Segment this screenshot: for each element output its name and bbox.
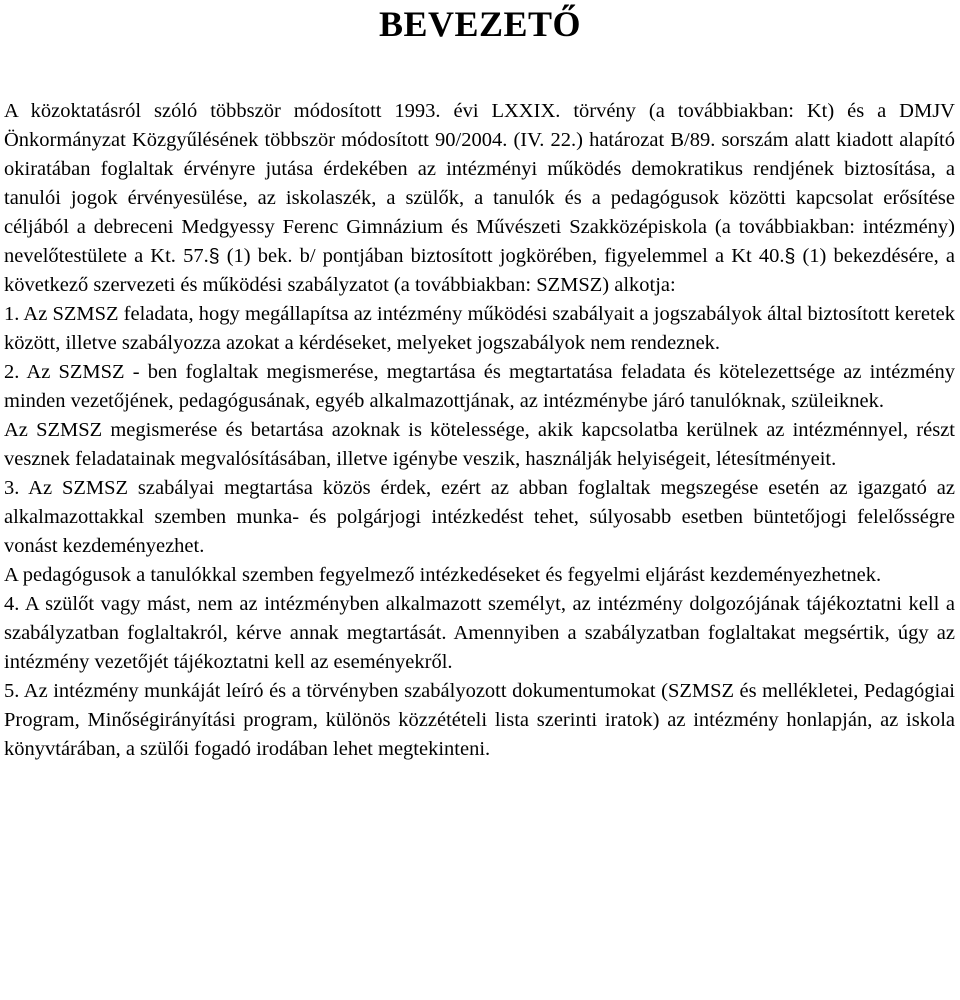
paragraph-2-continued: Az SZMSZ megismerése és betartása azoknak is kötelessége, akik kapcsolatba kerülnek az intézménnyel, részt vesznek feladatainak megvalósításában, illetve igénybe veszik, használják helyiségeit, létesítményeit.	[4, 419, 955, 470]
page-title: BEVEZETŐ	[378, 4, 582, 44]
paragraph-4: 4. A szülőt vagy mást, nem az intézményben alkalmazott személyt, az intézmény dolgozójának tájékoztatni kell a szabályzatban foglaltakról, kérve annak megtartását. Amennyiben a szabályzatban foglaltakat megsértik, úgy az intézmény vezetőjét tájékoztatni kell az eseményekről.	[4, 593, 955, 673]
intro-text-part-2: (1) bek. b/ pontjában biztosított jogkörében, figyelemmel a Kt 40.	[219, 245, 785, 267]
document-body	[4, 97, 955, 764]
paragraph-3: 3. Az SZMSZ szabályai megtartása közös érdek, ezért az abban foglaltak megszegése esetén az igazgató az alkalmazottakkal szemben munka- és polgárjogi intézkedést tehet, súlyosabb esetben büntetőjogi felelősségre vonást kezdeményezhet.	[4, 477, 955, 557]
paragraph-3-continued: A pedagógusok a tanulókkal szemben fegyelmező intézkedéseket és fegyelmi eljárást kezdeményezhetnek.	[4, 564, 882, 586]
section-sign: §	[208, 245, 220, 267]
intro-text-part-1: A közoktatásról szóló többször módosított 1993. évi LXXIX. törvény (a továbbiakban: Kt) és a DMJV Önkormányzat Közgyűlésének többször módosított 90/2004. (IV. 22.) határozat B/89. sorszám alatt kiadott alapító okiratában foglaltak érvényre jutása érdekében az intézményi működés demokratikus rendjének biztosítása, a tanulói jogok érvényesülése, az iskolaszék, a szülők, a tanulók és a pedagógusok közötti kapcsolat erősítése céljából a debreceni Medgyessy Ferenc Gimnázium és Művészeti Szakközépiskola (a továbbiakban: intézmény) nevelőtestülete a Kt. 57.	[4, 100, 955, 267]
paragraph-1: 1. Az SZMSZ feladata, hogy megállapítsa az intézmény működési szabályait a jogszabályok által biztosított keretek között, illetve szabályozza azokat a kérdéseket, melyeket jogszabályok nem rendeznek.	[4, 303, 955, 354]
section-sign: §	[784, 245, 796, 267]
paragraph-2: 2. Az SZMSZ - ben foglaltak megismerése, megtartása és megtartatása feladata és kötelezettsége az intézmény minden vezetőjének, pedagógusának, egyéb alkalmazottjának, az intézménybe járó tanulóknak, szüleiknek.	[4, 361, 955, 412]
intro-paragraph	[4, 97, 955, 300]
intro-text-part-3: (1) bekezdésére, a következő szervezeti és működési szabályzatot (a továbbiakban: SZMSZ) alkotja:	[4, 245, 955, 296]
paragraph-5: 5. Az intézmény munkáját leíró és a törvényben szabályozott dokumentumokat (SZMSZ és mellékletei, Pedagógiai Program, Minőségirányítási program, különös közzétételi lista szerinti iratok) az intézmény honlapján, az iskola könyvtárában, a szülői fogadó irodában lehet megtekinteni.	[4, 680, 955, 760]
